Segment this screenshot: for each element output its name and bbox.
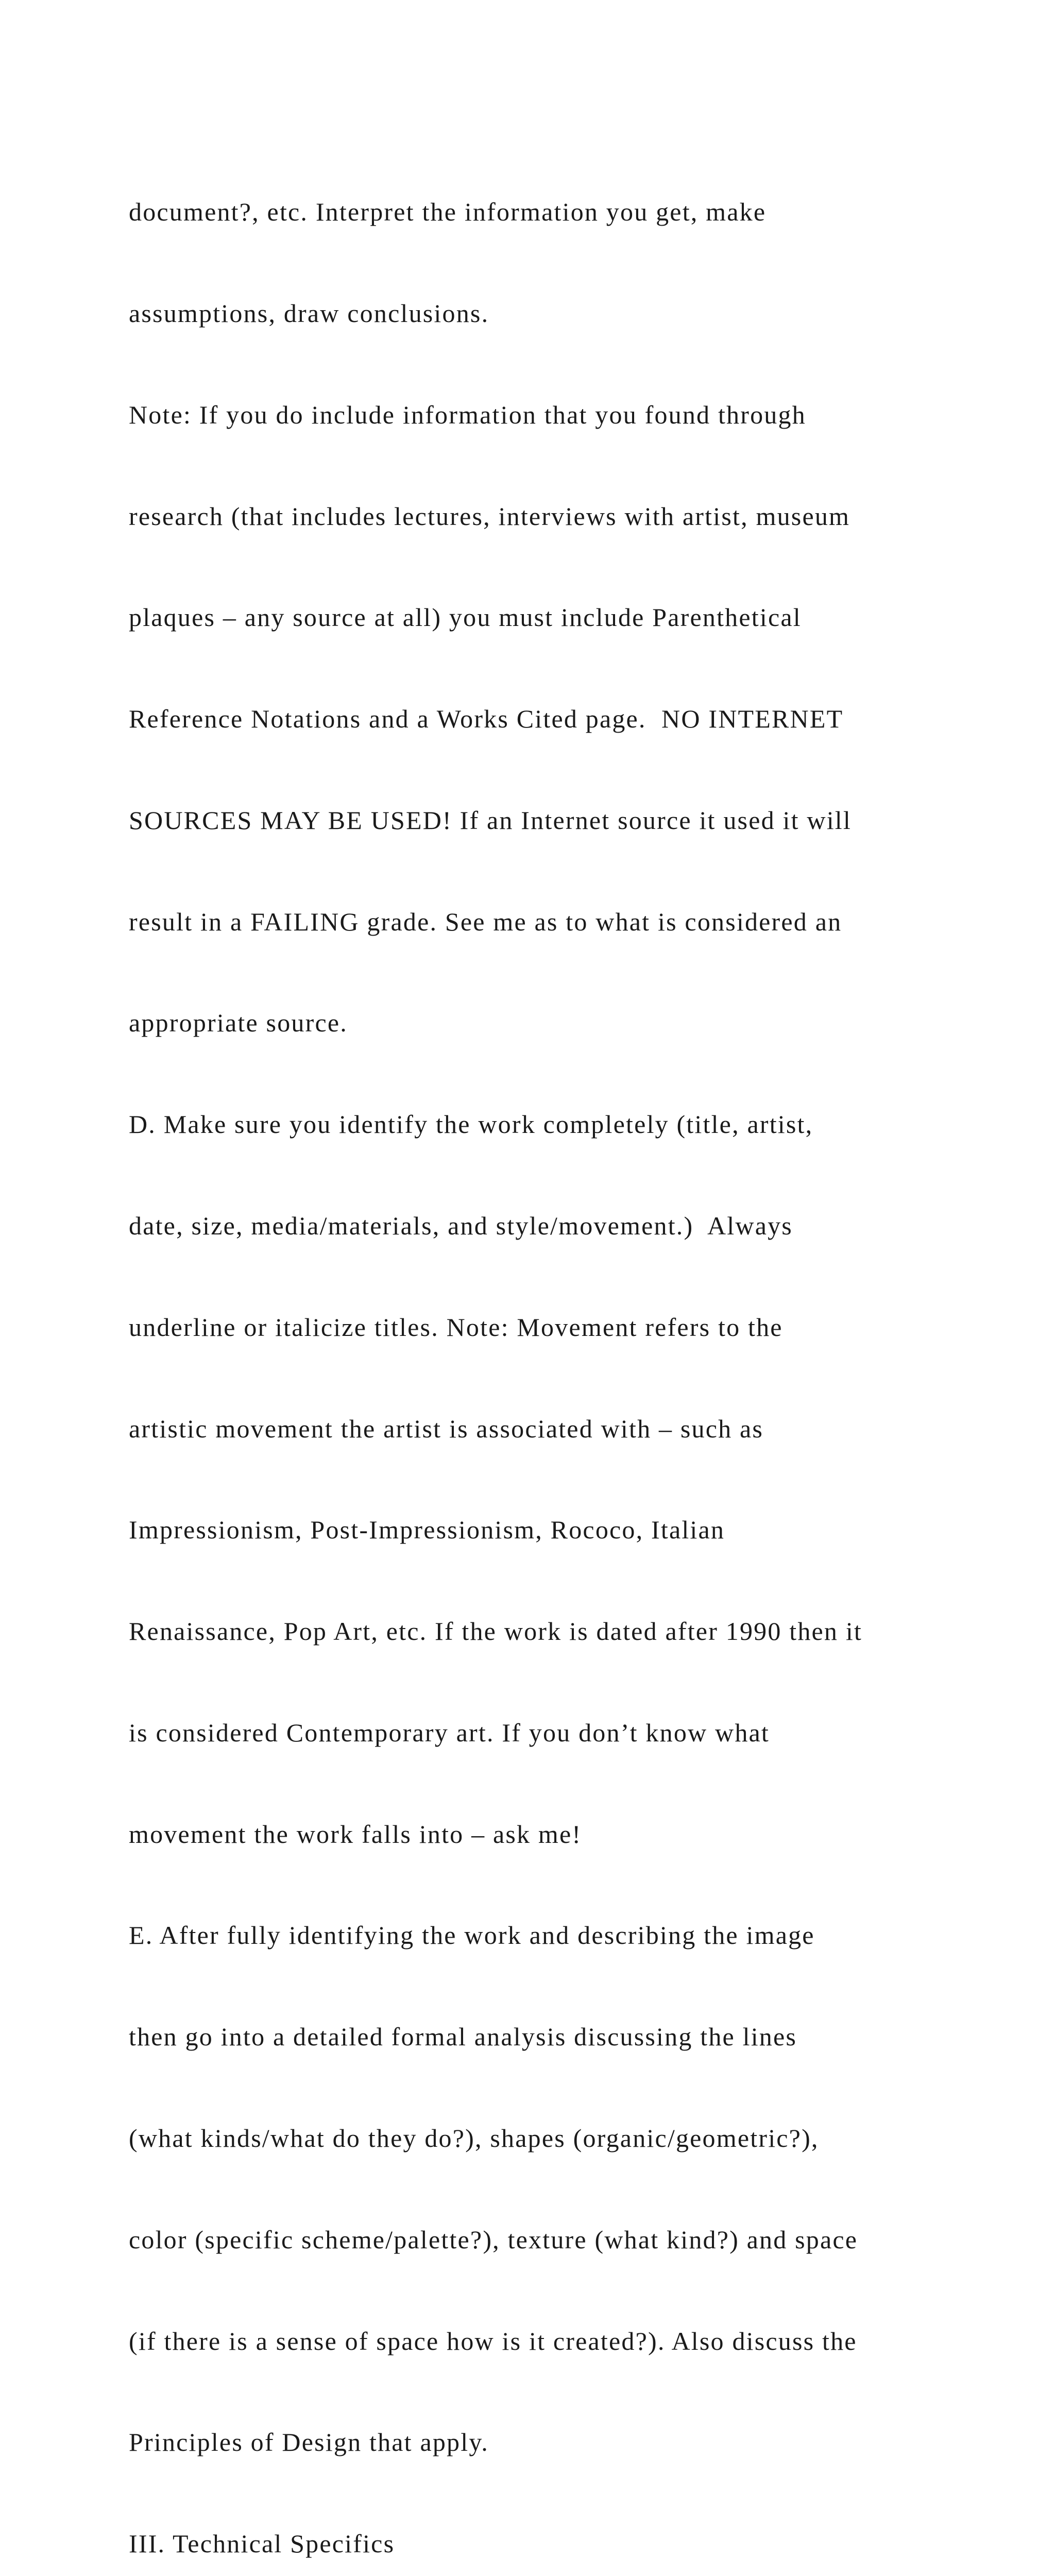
text-line: date, size, media/materials, and style/movement.) Always (129, 1211, 793, 1240)
text-line: Reference Notations and a Works Cited page. NO INTERNET (129, 704, 844, 734)
text-line: SOURCES MAY BE USED! If an Internet source it used it will (129, 805, 852, 835)
text-line: Principles of Design that apply. (129, 2428, 489, 2457)
text-line: then go into a detailed formal analysis discussing the lines (129, 2022, 797, 2052)
text-line: Impressionism, Post-Impressionism, Rococo, Italian (129, 1515, 725, 1545)
text-line: (what kinds/what do they do?), shapes (organic/geometric?), (129, 2124, 819, 2153)
section-heading: III. Technical Specifics (129, 2529, 395, 2558)
text-line: assumptions, draw conclusions. (129, 298, 489, 328)
text-line: (if there is a sense of space how is it created?). Also discuss the (129, 2326, 857, 2355)
text-line: appropriate source. (129, 1008, 348, 1038)
text-line: Note: If you do include information that you found through (129, 400, 806, 429)
text-line: research (that includes lectures, interviews with artist, museum (129, 501, 850, 531)
text-line: color (specific scheme/palette?), texture (what kind?) and space (129, 2225, 858, 2254)
text-line: D. Make sure you identify the work completely (title, artist, (129, 1110, 813, 1139)
text-line: document?, etc. Interpret the information you get, make (129, 197, 767, 227)
text-line: Renaissance, Pop Art, etc. If the work is dated after 1990 then it (129, 1617, 863, 1646)
text-line: is considered Contemporary art. If you don’t know what (129, 1718, 770, 1747)
text-line: underline or italicize titles. Note: Movement refers to the (129, 1312, 783, 1342)
text-line: E. After fully identifying the work and describing the image (129, 1921, 815, 1950)
text-line: result in a FAILING grade. See me as to what is considered an (129, 907, 842, 936)
text-line: artistic movement the artist is associated with – such as (129, 1414, 764, 1443)
text-line: movement the work falls into – ask me! (129, 1819, 582, 1849)
document-body (129, 128, 1005, 2576)
text-line: plaques – any source at all) you must include Parenthetical (129, 603, 802, 632)
